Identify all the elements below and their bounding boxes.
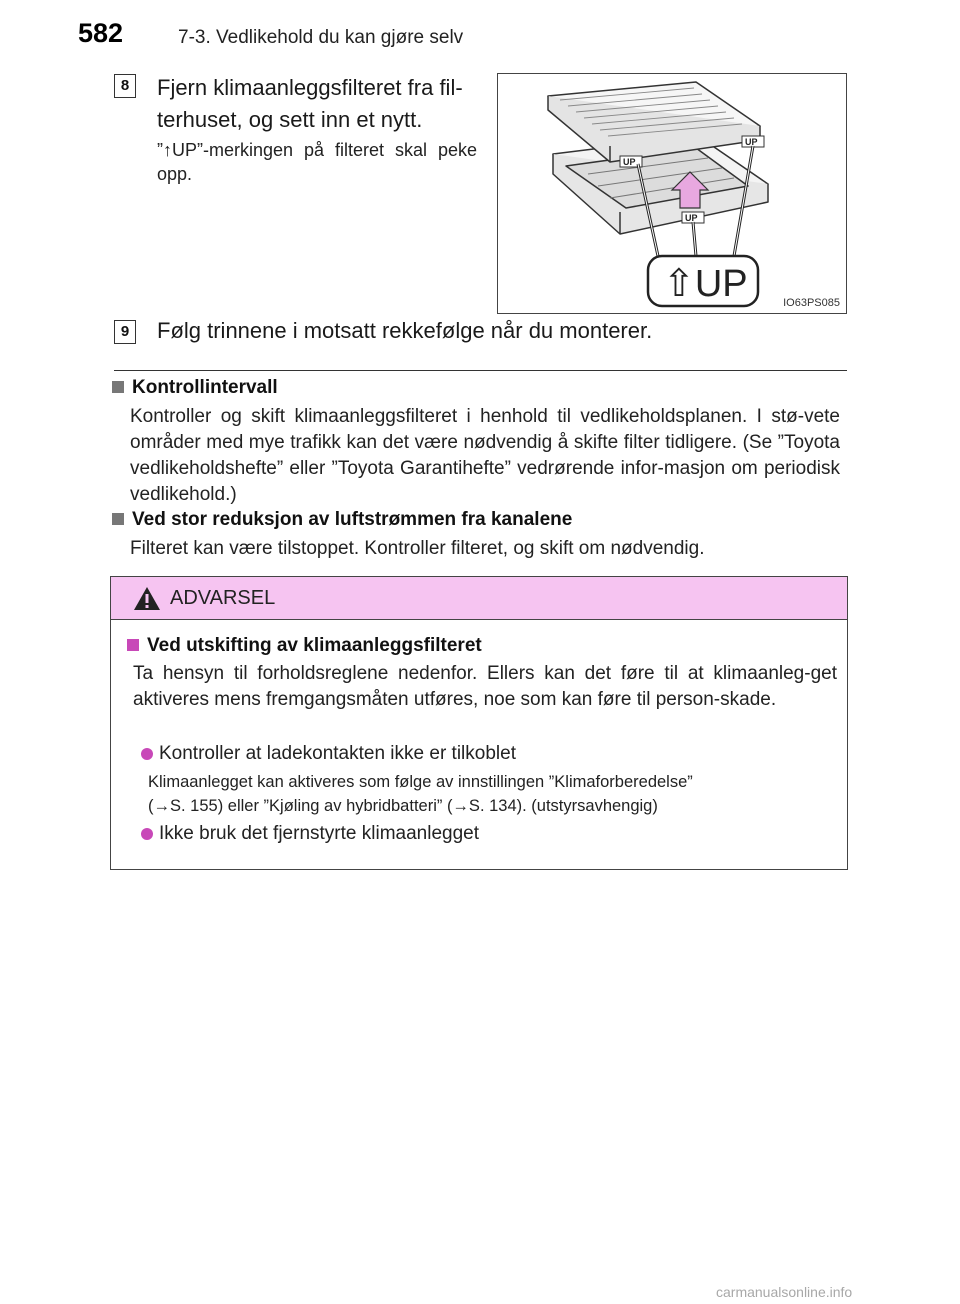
warning-triangle-icon — [133, 586, 161, 611]
watermark: carmanualsonline.info — [716, 1284, 853, 1300]
filter-illustration — [497, 73, 847, 314]
warning-item-detail: Klimaanlegget kan aktiveres som følge av innstillingen ”Klimaforberedelse” (→S. 155) eller ”Kjøling av hybridbatteri” (→S. 134). (utstyrsavhengig) — [148, 773, 693, 815]
section-divider — [114, 370, 847, 371]
step-9-badge: 9 — [114, 320, 136, 344]
filter-drawing — [498, 74, 846, 313]
square-bullet-icon — [127, 639, 139, 651]
square-bullet-icon — [112, 513, 124, 525]
page-number: 582 — [78, 18, 124, 48]
page-header — [0, 0, 960, 60]
warning-title: ADVARSEL — [170, 587, 276, 609]
paragraph-reduced-airflow: Filteret kan være tilstoppet. Kontroller filteret, og skift om nødvendig. — [130, 538, 705, 559]
subheading-reduced-airflow: Ved stor reduksjon av luftstrømmen fra kanalene — [112, 509, 572, 531]
warning-item-remote-ac: Ikke bruk det fjernstyrte klimaanlegget — [141, 823, 479, 845]
round-bullet-icon — [141, 828, 153, 840]
step-8-badge: 8 — [114, 74, 136, 98]
figure-code: IO63PS085 — [783, 297, 840, 309]
step-8-instruction-line-1: Fjern klimaanleggsfilteret fra fil- — [157, 75, 463, 100]
step-9-instruction: Følg trinnene i motsatt rekkefølge når du monterer. — [157, 318, 653, 343]
paragraph-inspection-interval: Kontroller og skift klimaanleggsfilteret i henhold til vedlikeholdsplanen. I stø-vete områder med mye trafikk kan det være nødvendig å skifte filter tidligere. (Se ”Toyota vedlikeholdshefte” eller ”Toyota Garantihefte” vedrørende infor-masjon om periodisk vedlikehold.) — [130, 406, 840, 505]
section-title: 7-3. Vedlikehold du kan gjøre selv — [178, 27, 464, 48]
step-8-instruction-line-2: terhuset, og sett inn et nytt. — [157, 107, 423, 132]
filter-up-label-right: UP — [745, 137, 758, 147]
warning-item-charging-connector: Kontroller at ladekontakten ikke er tilkoblet — [141, 743, 516, 765]
up-callout-label: ⇧UP — [663, 263, 748, 305]
housing-up-label: UP — [685, 213, 698, 223]
step-8-instruction — [157, 72, 477, 136]
step-8-note: ”↑UP”-merkingen på filteret skal peke opp. — [157, 140, 477, 184]
warning-header — [111, 577, 847, 620]
warning-subheading: Ved utskifting av klimaanleggsfilteret — [127, 635, 482, 657]
warning-paragraph: Ta hensyn til forholdsreglene nedenfor. Ellers kan det føre til at klimaanleg-get aktiveres mens fremgangsmåten utføres, noe som kan føre til person-skade. — [133, 663, 837, 710]
filter-up-label: UP — [623, 157, 636, 167]
round-bullet-icon — [141, 748, 153, 760]
subheading-inspection-interval: Kontrollintervall — [112, 377, 278, 399]
warning-box — [110, 576, 848, 870]
square-bullet-icon — [112, 381, 124, 393]
